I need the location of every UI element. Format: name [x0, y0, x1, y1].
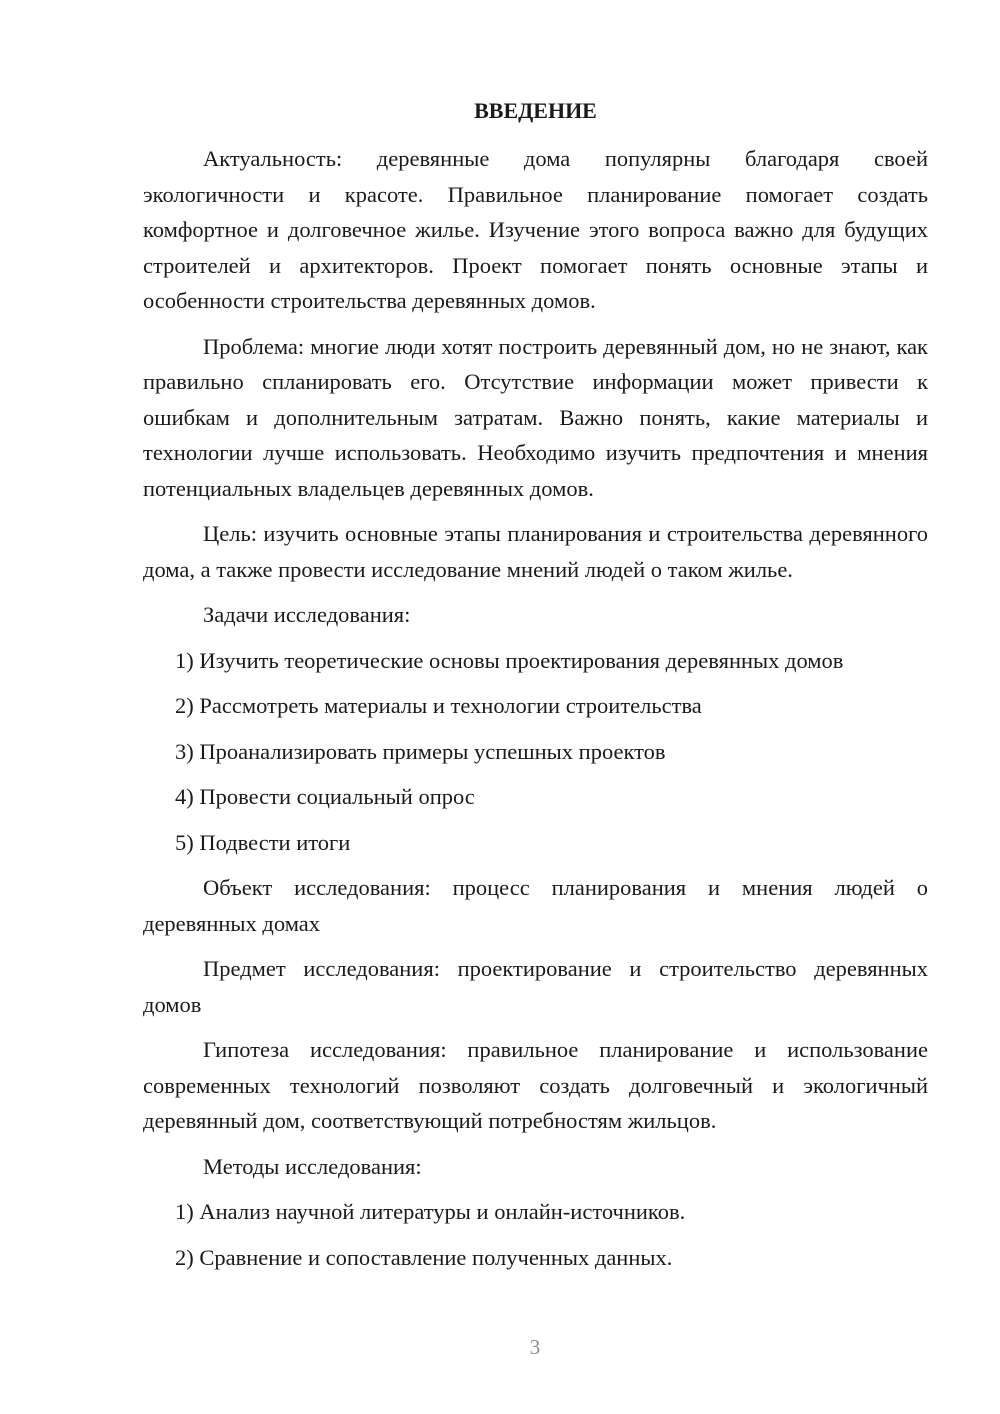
problem-paragraph: Проблема: многие люди хотят построить деревянный дом, но не знают, как правильно спланировать его. Отсутствие информации может привести к ошибкам и дополнительным затратам. Важно понять, какие материалы и технологии лучше использовать. Необходимо изучить предпочтения и мнения потенциальных владельцев деревянных домов. — [143, 333, 928, 501]
tasks-label: Задачи исследования: — [203, 602, 411, 627]
list-item: 2) Сравнение и сопоставление полученных данных. — [175, 1244, 673, 1270]
object-paragraph: Объект исследования: процесс планирования и мнения людей о деревянных домах — [143, 875, 928, 936]
list-item: 5) Подвести итоги — [175, 829, 351, 855]
goal-paragraph: Цель: изучить основные этапы планирования и строительства деревянного дома, а также провести исследование мнений людей о таком жилье. — [143, 521, 928, 582]
page-number: 3 — [529, 1335, 541, 1359]
subject-paragraph: Предмет исследования: проектирование и строительство деревянных домов — [143, 956, 928, 1017]
list-item: 4) Провести социальный опрос — [175, 784, 475, 809]
hypothesis-paragraph: Гипотеза исследования: правильное планирование и использование современных технологий позволяют создать долговечный и экологичный деревянный дом, соответствующий потребностям жильцов. — [143, 1037, 928, 1133]
tasks-list — [143, 643, 928, 861]
page-content — [143, 96, 928, 1285]
methods-list — [143, 1194, 928, 1275]
list-item: 3) Проанализировать примеры успешных проектов — [175, 738, 666, 764]
list-item: 1) Изучить теоретические основы проектирования деревянных домов — [175, 647, 844, 673]
methods-label: Методы исследования: — [203, 1153, 422, 1179]
list-item: 1) Анализ научной литературы и онлайн-источников. — [175, 1199, 686, 1224]
section-title: ВВЕДЕНИЕ — [474, 98, 597, 123]
list-item: 2) Рассмотреть материалы и технологии строительства — [175, 693, 702, 718]
relevance-paragraph: Актуальность: деревянные дома популярны благодаря своей экологичности и красоте. Правильное планирование помогает создать комфортное и долговечное жилье. Изучение этого вопроса важно для будущих строителей и архитекторов. Проект помогает понять основные этапы и особенности строительства деревянных домов. — [143, 146, 928, 313]
